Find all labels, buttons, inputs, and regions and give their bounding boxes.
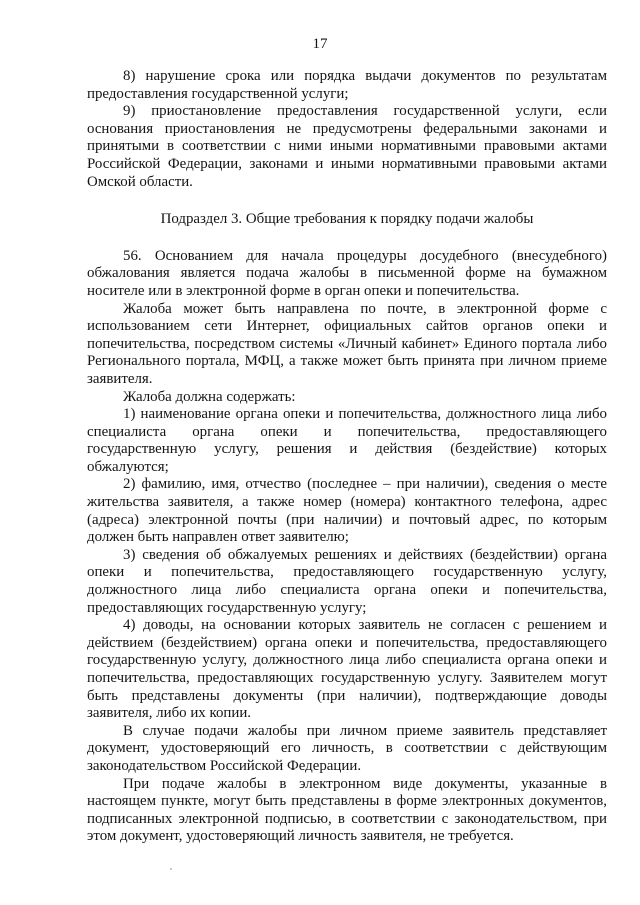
paragraph-item-8: 8) нарушение срока или порядка выдачи документов по результатам предоставления государственной услуги; xyxy=(87,68,607,102)
list-item-2: 2) фамилию, имя, отчество (последнее – при наличии), сведения о месте жительства заявителя, а также номер (номера) контактного телефона, адрес (адреса) электронной почты (при наличии) и почтовый адрес, по которым должен быть направлен ответ заявителю; xyxy=(87,476,607,546)
paragraph-submission-methods: Жалоба может быть направлена по почте, в электронной форме с использованием сети Интернет, официальных сайтов органов опеки и попечительства, посредством системы «Личный кабинет» Единого портала либо Регионального портала, МФЦ, а также может быть принята при личном приеме заявителя. xyxy=(87,300,607,387)
document-body xyxy=(87,68,607,846)
scan-speck xyxy=(170,868,172,870)
paragraph-56: 56. Основанием для начала процедуры досудебного (внесудебного) обжалования является подача жалобы в письменной форме на бумажном носителе или в электронной форме в орган опеки и попечительства. xyxy=(87,247,607,299)
paragraph-electronic-submission: При подаче жалобы в электронном виде документы, указанные в настоящем пункте, могут быть представлены в форме электронных документов, подписанных электронной подписью, в соответствии с законодательством, при этом документ, удостоверяющий личность заявителя, не требуется. xyxy=(87,775,607,845)
paragraph-personal-submission: В случае подачи жалобы при личном приеме заявитель представляет документ, удостоверяющий его личность, в соответствии с действующим законодательством Российской Федерации. xyxy=(87,722,607,774)
paragraph-item-9: 9) приостановление предоставления государственной услуги, если основания приостановления не предусмотрены федеральными законами и принятыми в соответствии с ними иными нормативными правовыми актами Российской Федерации, законами и иными нормативными правовыми актами Омской области. xyxy=(87,103,607,190)
page-number: 17 xyxy=(312,36,328,52)
list-item-3: 3) сведения об обжалуемых решениях и действиях (бездействии) органа опеки и попечительства, предоставляющего государственную услугу, должностного лица либо специалиста органа опеки и попечительства, предоставляющих государственную услугу; xyxy=(87,546,607,616)
list-item-4: 4) доводы, на основании которых заявитель не согласен с решением и действием (бездействием) органа опеки и попечительства, предоставляющего государственную услугу, должностного лица либо специалиста органа опеки и попечительства, предоставляющих государственную услугу. Заявителем могут быть представлены документы (при наличии), подтверждающие доводы заявителя, либо их копии. xyxy=(87,617,607,722)
subsection-heading: Подраздел 3. Общие требования к порядку подачи жалобы xyxy=(160,211,534,228)
list-item-1: 1) наименование органа опеки и попечительства, должностного лица либо специалиста органа опеки и попечительства, предоставляющего государственную услугу, решения и действия (бездействие) которых обжалуются; xyxy=(87,406,607,475)
paragraph-complaint-contents: Жалоба должна содержать: xyxy=(123,388,296,405)
